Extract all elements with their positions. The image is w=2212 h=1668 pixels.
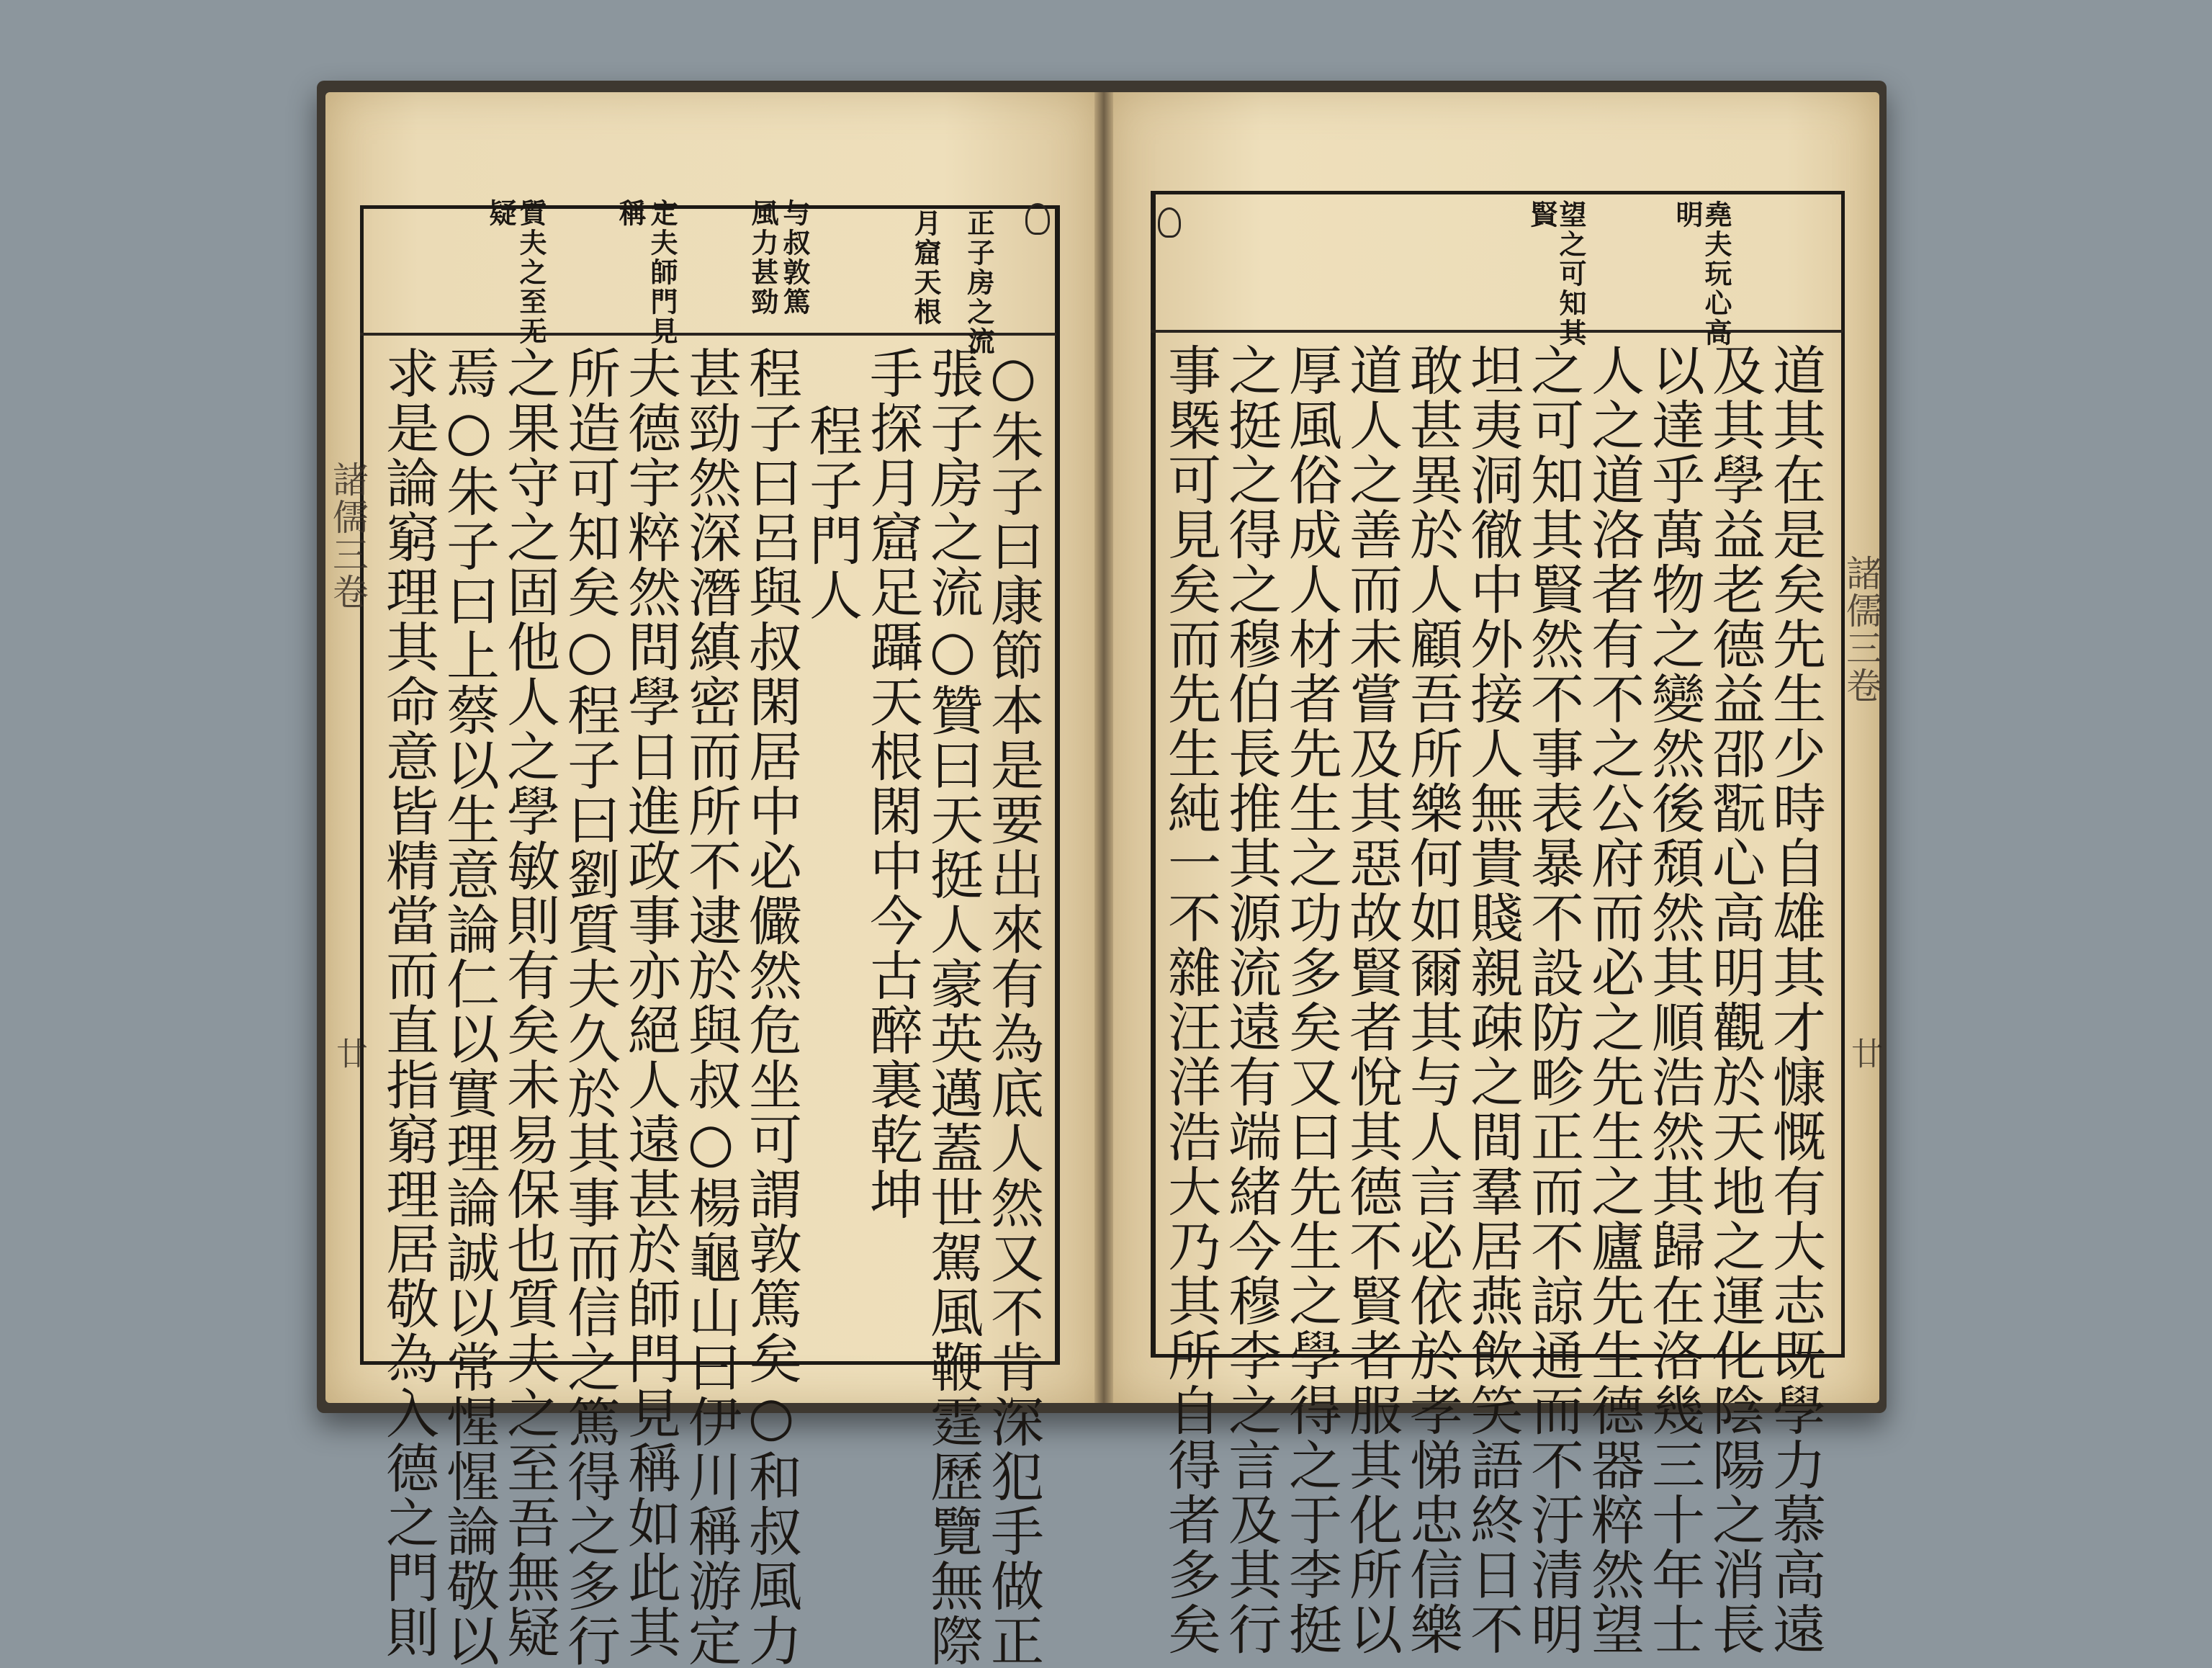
left-headnote-8: 疑	[485, 199, 517, 228]
left-text-column-3: 手探月窟足躡天根閑中今古醉裏乾坤	[861, 346, 923, 1221]
left-text-column-2: 張子房之流○贊曰天挺人豪英邁蓋世駕風鞭霆歷覽無際	[922, 346, 984, 1668]
right-folio-number: 廿	[1845, 1037, 1882, 1070]
right-text-column-11: 事槩可見矣而先生純一不雜汪洋浩大乃其所自得者多矣	[1159, 343, 1221, 1656]
left-headnote-4: 風力甚勁	[747, 199, 779, 317]
left-headnote-7: 質夫之至无	[515, 199, 547, 346]
left-headnote-1: 正子房之流	[963, 209, 995, 357]
right-headnote-4: 賢	[1526, 200, 1558, 230]
right-text-column-4: 人之道洛者有不之公府而必之先生之廬先生德器粹然望	[1583, 343, 1645, 1656]
left-text-column-1: ○朱子曰康節本是要出來有為底人然又不肯深犯手做正	[982, 346, 1044, 1668]
left-headnote-2: 月窟天根	[909, 209, 942, 327]
left-headnote-6: 稱	[614, 199, 647, 228]
right-headnote-3: 望之可知其	[1555, 200, 1587, 348]
right-text-column-7: 敢甚異於人顧吾所樂何如爾其与人言必依於孝悌忠信樂	[1401, 343, 1463, 1656]
left-headnote-3: 与叔敦篤	[778, 199, 811, 317]
left-text-column-5: 程子曰呂與叔閑居中必儼然危坐可謂敦篤矣○和叔風力	[740, 346, 802, 1668]
right-margin-title: 諸儒三卷	[1840, 555, 1882, 704]
left-folio-number: 廿	[331, 1037, 367, 1070]
right-fish-tail-mark	[1158, 207, 1181, 238]
right-text-column-10: 之挺之得之穆伯長推其源流遠有端緒今穆李之言及其行	[1220, 343, 1282, 1656]
left-text-column-11: 求是論窮理其命意皆精當而直指窮理居敬為入德之門則	[377, 346, 439, 1659]
right-text-column-6: 坦夷洞徹中外接人無貴賤親疎之間羣居燕飲笑語終日不	[1462, 343, 1524, 1656]
right-headnote-divider	[1151, 330, 1843, 333]
right-text-column-9: 厚風俗成人材者先生之功多矣又曰先生之學得之于李挺	[1280, 343, 1342, 1656]
left-text-column-6: 甚勁然深潛縝密而所不逮於與叔○楊龜山曰伊川稱游定	[680, 346, 742, 1668]
right-text-column-5: 之可知其賢然不事表暴不設防畛正而不諒通而不汙清明	[1522, 343, 1584, 1656]
right-text-column-1: 道其在是矣先生少時自雄其才慷慨有大志既學力慕高遠	[1764, 343, 1826, 1656]
book-gutter	[1094, 92, 1113, 1403]
left-text-column-8: 所造可知矣○程子曰劉質夫久於其事而信之篤得之多行	[559, 346, 621, 1668]
left-text-column-7: 夫德宇粹然問學日進政事亦絕人遠甚於師門見稱如此其	[619, 346, 681, 1659]
left-text-column-10: 焉○朱子曰上蔡以生意論仁以實理論誠以常惺惺論敬以	[438, 346, 500, 1668]
right-headnote-2: 明	[1671, 200, 1704, 230]
left-headnote-divider	[360, 333, 1056, 336]
right-text-column-8: 道人之善而未嘗及其惡故賢者悅其德不賢者服其化所以	[1341, 343, 1403, 1656]
left-text-column-9: 之果守之固他人之學敏則有矣未易保也質夫之至吾無疑	[498, 346, 560, 1659]
left-fish-tail-mark	[1025, 203, 1050, 235]
right-text-column-2: 及其學益老德益邵翫心高明觀於天地之運化陰陽之消長	[1704, 343, 1766, 1656]
right-text-column-3: 以達乎萬物之變然後頹然其順浩然其歸在洛幾三十年士	[1643, 343, 1705, 1656]
left-headnote-5: 定夫師門見	[646, 199, 678, 346]
left-margin-title: 諸儒三卷	[327, 461, 369, 611]
left-text-column-4: 程子門人	[801, 403, 863, 622]
right-headnote-1: 堯夫玩心高	[1700, 200, 1732, 348]
